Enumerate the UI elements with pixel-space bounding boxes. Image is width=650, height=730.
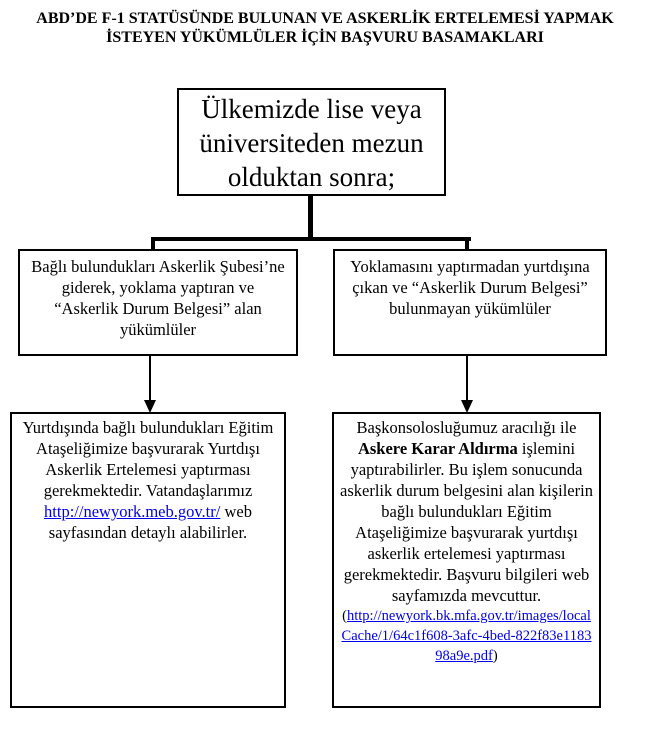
down-arrow-left-icon bbox=[143, 356, 157, 413]
condition-box-left bbox=[18, 249, 298, 356]
meb-website-link[interactable]: http://newyork.meb.gov.tr/ bbox=[44, 502, 221, 521]
connector-bar bbox=[151, 237, 471, 241]
condition-right-text: Yoklamasını yaptırmadan yurtdışına çıkan ve “Askerlik Durum Belgesi” bulunmayan yükümlüler bbox=[350, 257, 590, 318]
connector-stem bbox=[308, 196, 313, 238]
result-box-left bbox=[10, 412, 286, 708]
result-left-text-before-link: Yurtdışında bağlı bulundukları Eğitim Ataşeliğimize başvurarak Yurtdışı Askerlik Ertelemesi yaptırması gerekmektedir. Vatandaşlarımız bbox=[22, 418, 274, 500]
page-title-line1: ABD’DE F-1 STATÜSÜNDE BULUNAN VE ASKERLİK ERTELEMESİ YAPMAK bbox=[36, 10, 614, 27]
down-arrow-right-icon bbox=[460, 356, 474, 413]
pdf-link-line bbox=[338, 606, 595, 666]
result-right-text-before-bold: Başkonsolosluğumuz aracılığı ile bbox=[356, 418, 577, 437]
result-left-text-after-link: web sayfasından detaylı alabilirler. bbox=[48, 502, 252, 542]
page-title bbox=[0, 9, 650, 47]
result-box-right bbox=[332, 412, 601, 708]
askere-karar-aldirma-bold: Askere Karar Aldırma bbox=[357, 439, 518, 458]
pdf-link[interactable]: http://newyork.bk.mfa.gov.tr/images/localCache/1/64c1f608-3afc-4bed-822f83e118398a9e.pdf bbox=[341, 608, 592, 664]
condition-box-right bbox=[333, 249, 607, 356]
pdf-link-close-paren: ) bbox=[492, 648, 498, 664]
result-left-text bbox=[16, 417, 280, 543]
page-title-line2: İSTEYEN YÜKÜMLÜLER İÇİN BAŞVURU BASAMAKLARI bbox=[106, 29, 544, 46]
result-right-text bbox=[338, 417, 595, 606]
condition-left-text: Bağlı bulundukları Askerlik Şubesi’ne giderek, yoklama yaptıran ve “Askerlik Durum Belgesi” alan yükümlüler bbox=[31, 257, 285, 339]
root-box bbox=[177, 88, 446, 196]
result-right-text-after-bold: işlemini yaptırabilirler. Bu işlem sonucunda askerlik durum belgesini alan kişilerin bağlı bulundukları Eğitim Ataşeliğimize başvurarak yurtdışı askerlik ertelemesi yaptırması gerekmektedir. Başvuru bilgileri web sayfamızda mevcuttur. bbox=[340, 439, 593, 605]
pdf-link-open-paren: ( bbox=[342, 608, 347, 624]
root-box-text: Ülkemizde lise veya üniversiteden mezun olduktan sonra; bbox=[199, 94, 424, 192]
